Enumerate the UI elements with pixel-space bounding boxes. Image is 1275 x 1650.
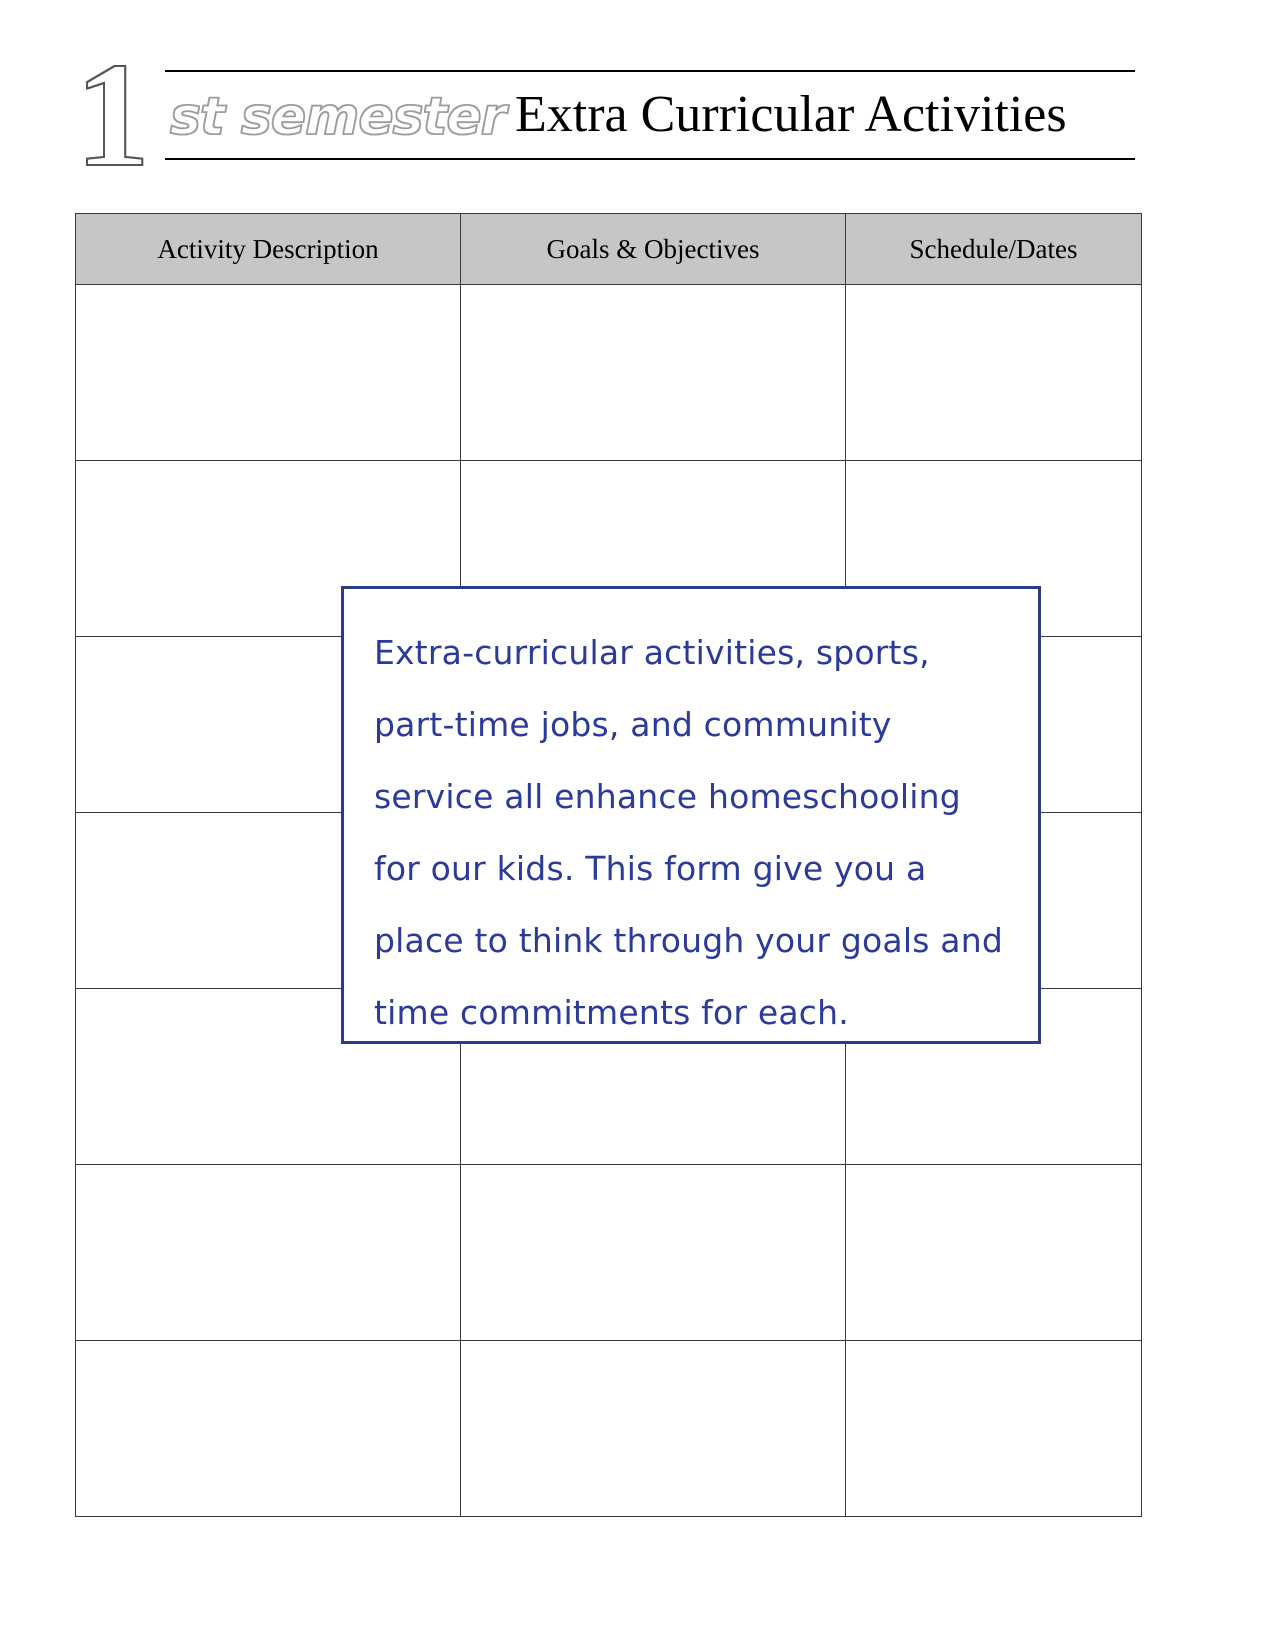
column-header-schedule-dates: Schedule/Dates bbox=[846, 214, 1142, 285]
page-title: Extra Curricular Activities bbox=[515, 86, 1067, 143]
cell-goals-objectives[interactable] bbox=[461, 1341, 846, 1517]
cell-schedule-dates[interactable] bbox=[846, 1341, 1142, 1517]
info-callout bbox=[341, 586, 1041, 1044]
column-header-goals-objectives: Goals & Objectives bbox=[461, 214, 846, 285]
cell-schedule-dates[interactable] bbox=[846, 285, 1142, 461]
header-rule-top bbox=[165, 70, 1135, 72]
semester-number: 1 bbox=[75, 32, 150, 198]
table-header-row bbox=[76, 214, 1142, 285]
header-rule-bottom bbox=[165, 158, 1135, 160]
cell-activity-description[interactable] bbox=[76, 1341, 461, 1517]
cell-schedule-dates[interactable] bbox=[846, 1165, 1142, 1341]
info-callout-text: Extra-curricular activities, sports, part-time jobs, and community service all enhance homeschooling for our kids. This form give you a place to think through your goals and time commitments for each. bbox=[374, 633, 1003, 1032]
table-row bbox=[76, 1165, 1142, 1341]
cell-goals-objectives[interactable] bbox=[461, 285, 846, 461]
cell-activity-description[interactable] bbox=[76, 1165, 461, 1341]
semester-suffix-label: st semester bbox=[170, 87, 506, 147]
table-row bbox=[76, 285, 1142, 461]
cell-goals-objectives[interactable] bbox=[461, 1165, 846, 1341]
table-row bbox=[76, 1341, 1142, 1517]
page-header bbox=[75, 32, 1135, 198]
cell-activity-description[interactable] bbox=[76, 285, 461, 461]
column-header-activity-description: Activity Description bbox=[76, 214, 461, 285]
